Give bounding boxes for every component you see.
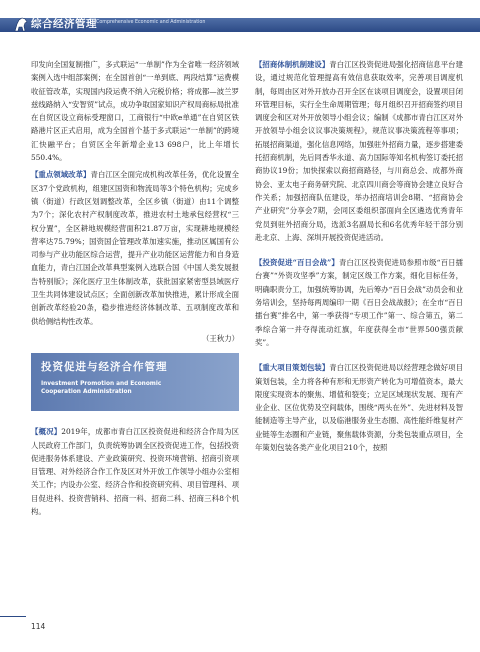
section-label-major-projects: 【重大项目策划包装】 — [255, 363, 330, 373]
left-column — [31, 58, 239, 522]
chapter-banner — [31, 353, 239, 411]
section-subtitle: Comprehensive Economic and Administration — [96, 20, 206, 25]
page-header — [0, 0, 480, 44]
horse-logo-icon — [13, 15, 29, 33]
banner-title-cn: 投资促进与经济合作管理 — [41, 361, 168, 374]
section-label-key-reform: 【重点领域改革】 — [31, 170, 91, 180]
section-text-hundred-day-campaign: 青白江区投资促进局参照市级“百日擂台赛”“外资攻坚季”方案，制定区级工作方案，细化目标任务，明确职责分工，加强统筹协调，先后筹办“百日会战”动员会和业务培训会，坚持每两周编印一期《百日会战战报》；在全市“百日擂台赛”排名中，第一季获得“专项工作”第一、综合第五，第二季综合第一并夺得流动红旗，年度获得全市“世界500强贡献奖”。 — [255, 258, 463, 347]
paragraph-investment-mechanism — [255, 58, 463, 244]
section-label-overview: 【概况】 — [31, 427, 62, 437]
section-title: 综合经济管理 — [31, 18, 97, 30]
author-signature: （王秋力） — [202, 333, 239, 343]
section-label-investment-mechanism: 【招商体制机制建设】 — [255, 60, 330, 69]
section-text-key-reform: 青白江区全面完成机构改革任务，优化设置全区37个党政机构，组建区国资和物流局等3个特色机构；完成乡镇（街道）行政区划调整改革，全区乡镇（街道）由11个调整为7个；深化农村产权制度改革，推进农村土地承包经营权“三权分置”，全区耕地规模经营面积21.87万亩，实现耕地规模经营率达75.79%；国资国企管理改革加速实施，推动区属国有公司参与产业功能区综合运营，提升产业功能区运营能力和自身造血能力，青白江国企改革典型案例入选联合国《中国人类发展报告特别版》；深化医疗卫生体制改革，获批国家紧密型县域医疗卫生共同体建设试点区；全面创新改革加快推进，累计形成全面创新改革经验20条，稳步推进经济体制改革、五项制度改革和供给侧结构性改革。 — [31, 170, 239, 326]
section-text-overview: 2019年，成都市青白江区投资促进和经济合作局为区人民政府工作部门，负责统筹协调全区投资促进工作，包括投资促进服务体系建设、产业政策研究、投资环境营销、招商引资项目管理、对外经济合作工作及区对外开放工作领导小组办公室相关工作；内设办公室、经济合作和投资研究科、项目管理科、项目促进科、投资营销科、招商一科、招商二科、招商三科8个机构。 — [31, 427, 239, 517]
paragraph-free-trade-zone: 印发向全国复制推广，多式联运“一单制”作为全省唯一经济领域案例入选中组部案例；在全国首创“一单到底、两段结算”运费模收征管改革，实现国内段运费不纳入完税价格；将成都—波兰罗兹线路纳入“安智贸”试点，成功争取国家知识产权局商标局批准在自贸区设立商标受理窗口，工商银行“中欧e单通”在自贸区铁路港片区正式启用，成为全国首个基于多式联运“一单制”的跨境汇快融平台；自贸区全年新增企业13 698户，比上年增长550.4%。 — [31, 60, 239, 163]
paragraph-major-projects — [255, 361, 463, 454]
section-text-investment-mechanism: 青白江区投资促进局强化招商信息平台建设，通过规范化管理提高有效信息获取效率，完善项目调度机制，每周由区对外开放办召开全区在谈项目调度会，设置项目闭环管理目标，实行全生命周期管理；每月组织召开招商签约项目调度会和区对外开放领导小组会议；编制《成都市青白江区对外开放领导小组会议议事决策规程》，规范议事决策流程等事项；拓展招商渠道，强化信息网络，加强驻外招商力量，逐步搭建委托招商机制，先后同香华永道、高力国际等知名机构签订委托招商协议19份；加快探索以商招商路径，与川商总会、成都外商协会、亚太电子商务研究院、北京四川商会等商协会建立良好合作关系；加强招商队伍建设，举办招商培训会8期、“招商协会产业研究”分享会7期，会同区委组织部面向全区遴选优秀青年党员到驻外招商分局，选派3名副局长和6名优秀年轻干部分别赴北京、上海、深圳开展投资促进活动。 — [255, 60, 463, 242]
right-column — [255, 58, 463, 458]
section-text-major-projects: 青白江区投资促进局以经营理念做好项目策划包装，全力将各种有形和无形资产转化为可增值资本，最大限度实现资本的聚焦、增值和裂变；立足区域现状发展、现有产业企业、区位优势及空间载体，围绕“两头在外”、先进材料及智能制造等主导产业，以及临港服务业生态圈、高性能纤维复材产业链等生态圈和产业链，聚焦载体资源，分类包装重点项目，全年策划包装各类产业化项目210个，按照 — [255, 363, 463, 453]
banner-title-en-line1: Investment Promotion and Economic — [41, 381, 162, 388]
page-number: 114 — [31, 622, 46, 631]
banner-title-en-line2: Cooperation Administration — [41, 389, 132, 396]
spacer — [255, 353, 463, 361]
paragraph-hundred-day-campaign — [255, 256, 463, 349]
banner-title-en — [41, 380, 161, 396]
paragraph-overview — [31, 425, 239, 518]
section-label-hundred-day-campaign: 【投资促进“百日会战”】 — [255, 258, 339, 268]
footer-rule — [0, 616, 26, 617]
paragraph-key-reform — [31, 168, 239, 328]
spacer — [255, 248, 463, 256]
